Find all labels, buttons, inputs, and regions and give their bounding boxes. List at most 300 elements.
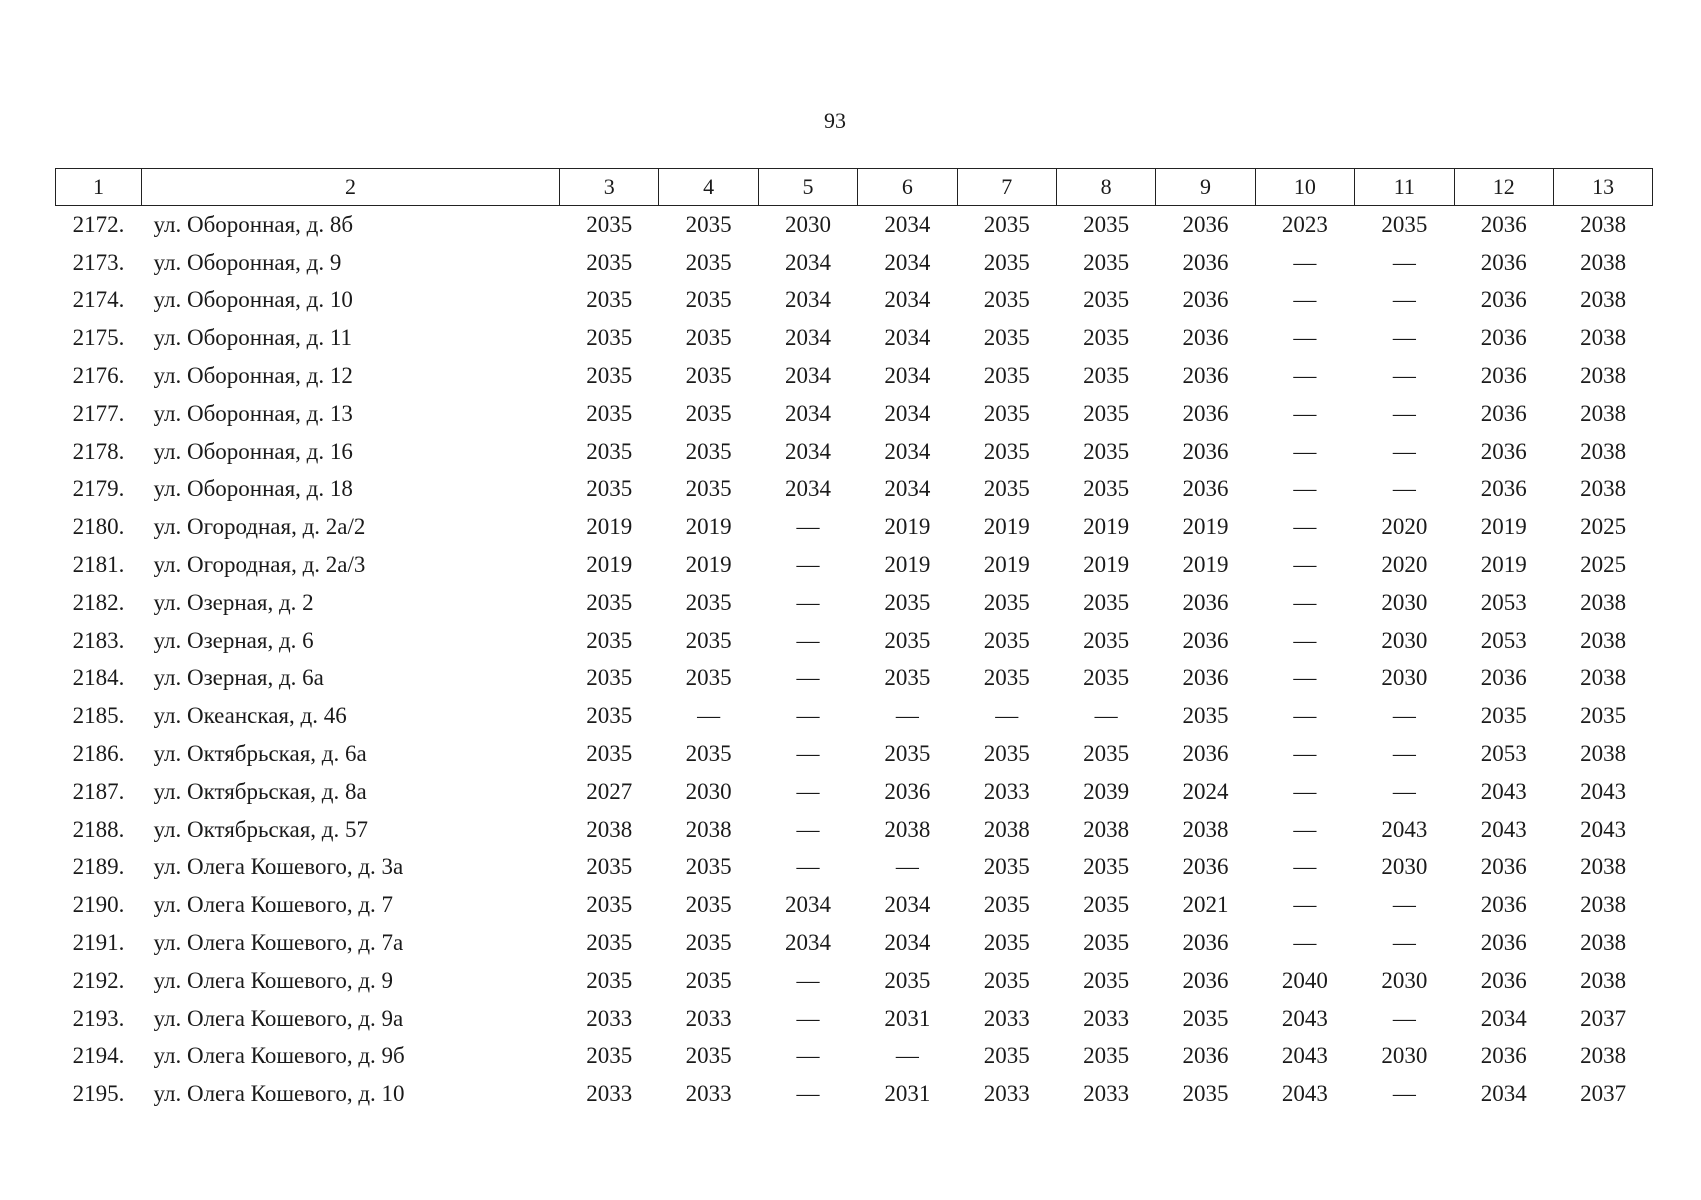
table-row [56,282,1653,320]
cell-col-8: 2035 [1083,325,1130,351]
table-row [56,1038,1653,1076]
row-number: 2176. [72,363,125,389]
cell-col-4: 2035 [685,741,732,767]
cell-col-4: — [697,703,721,729]
row-address: ул. Озерная, д. 6 [153,627,314,653]
cell-col-5: 2030 [784,211,831,237]
cell-col-9: 2038 [1182,816,1229,842]
column-header-2: 2 [142,169,560,206]
cell-col-12: 2036 [1480,249,1527,275]
cell-col-9: 2036 [1182,287,1229,313]
cell-col-7: 2035 [983,665,1030,691]
row-address: ул. Оборонная, д. 8б [153,211,354,237]
row-number: 2179. [72,476,125,502]
table-row [56,886,1653,924]
column-header-7: 7 [957,169,1056,206]
cell-col-8: 2035 [1083,438,1130,464]
row-number: 2182. [72,589,125,615]
cell-col-13: 2038 [1580,438,1627,464]
cell-col-8: 2039 [1083,778,1130,804]
cell-col-6: — [895,703,919,729]
row-number: 2195. [72,1081,125,1107]
cell-col-3: 2035 [586,249,633,275]
column-header-10: 10 [1255,169,1354,206]
cell-col-9: 2035 [1182,703,1229,729]
cell-col-9: 2036 [1182,1043,1229,1069]
table-row [56,584,1653,622]
cell-col-8: 2035 [1083,589,1130,615]
cell-col-3: 2035 [586,438,633,464]
cell-col-11: 2030 [1381,665,1428,691]
cell-col-11: 2030 [1381,627,1428,653]
cell-col-11: — [1392,778,1416,804]
cell-col-6: 2019 [884,552,931,578]
cell-col-10: — [1293,438,1317,464]
cell-col-10: — [1293,816,1317,842]
cell-col-3: 2035 [586,854,633,880]
column-header-8: 8 [1056,169,1155,206]
row-number: 2188. [72,816,125,842]
table-row [56,1075,1653,1113]
cell-col-6: 2036 [884,778,931,804]
cell-col-9: 2024 [1182,778,1229,804]
cell-col-3: 2035 [586,589,633,615]
cell-col-12: 2043 [1480,816,1527,842]
cell-col-8: 2038 [1083,816,1130,842]
cell-col-3: 2035 [586,325,633,351]
cell-col-6: 2031 [884,1081,931,1107]
cell-col-3: 2035 [586,1043,633,1069]
row-number: 2172. [72,211,125,237]
row-address: ул. Октябрьская, д. 8а [153,778,367,804]
cell-col-13: 2038 [1580,211,1627,237]
cell-col-4: 2019 [685,552,732,578]
cell-col-3: 2033 [586,1081,633,1107]
cell-col-5: 2034 [784,287,831,313]
column-header-11: 11 [1355,169,1454,206]
cell-col-7: 2035 [983,589,1030,615]
cell-col-4: 2030 [685,778,732,804]
row-address: ул. Олега Кошевого, д. 3а [153,854,404,880]
cell-col-12: 2036 [1480,211,1527,237]
row-address: ул. Октябрьская, д. 6а [153,741,367,767]
table-row [56,508,1653,546]
cell-col-11: — [1392,892,1416,918]
cell-col-3: 2038 [586,816,633,842]
cell-col-4: 2035 [685,363,732,389]
table-row [56,433,1653,471]
cell-col-13: 2038 [1580,627,1627,653]
cell-col-8: 2035 [1083,854,1130,880]
row-address: ул. Оборонная, д. 11 [153,325,353,351]
page-number: 93 [824,108,846,133]
table-row [56,735,1653,773]
cell-col-11: 2020 [1381,552,1428,578]
cell-col-13: 2038 [1580,892,1627,918]
cell-col-12: 2053 [1480,627,1527,653]
cell-col-10: — [1293,400,1317,426]
cell-col-9: 2036 [1182,741,1229,767]
cell-col-10: 2023 [1281,211,1328,237]
row-number: 2186. [72,741,125,767]
column-header-3: 3 [560,169,659,206]
column-header-9: 9 [1156,169,1255,206]
cell-col-6: 2034 [884,400,931,426]
cell-col-8: 2035 [1083,1043,1130,1069]
row-number: 2180. [72,514,125,540]
row-address: ул. Оборонная, д. 16 [153,438,353,464]
table-header-row [56,169,1653,206]
cell-col-13: 2038 [1580,967,1627,993]
row-number: 2183. [72,627,125,653]
cell-col-10: — [1293,589,1317,615]
cell-col-9: 2036 [1182,211,1229,237]
cell-col-6: 2034 [884,287,931,313]
cell-col-5: — [796,741,820,767]
cell-col-6: 2031 [884,1005,931,1031]
table-row [56,962,1653,1000]
cell-col-12: 2036 [1480,438,1527,464]
cell-col-3: 2035 [586,400,633,426]
cell-col-4: 2035 [685,476,732,502]
cell-col-5: 2034 [784,438,831,464]
cell-col-5: — [796,1081,820,1107]
cell-col-4: 2035 [685,627,732,653]
cell-col-4: 2033 [685,1081,732,1107]
cell-col-6: — [895,1043,919,1069]
cell-col-4: 2035 [685,665,732,691]
cell-col-12: 2036 [1480,1043,1527,1069]
row-number: 2189. [72,854,125,880]
table-row [56,622,1653,660]
cell-col-13: 2037 [1580,1081,1627,1107]
row-number: 2190. [72,892,125,918]
cell-col-11: 2035 [1381,211,1428,237]
cell-col-10: 2043 [1281,1043,1328,1069]
row-address: ул. Оборонная, д. 13 [153,400,353,426]
cell-col-7: 2035 [983,930,1030,956]
cell-col-6: 2035 [884,967,931,993]
cell-col-7: 2035 [983,287,1030,313]
table-row [56,395,1653,433]
cell-col-3: 2035 [586,287,633,313]
cell-col-8: 2035 [1083,363,1130,389]
cell-col-10: — [1293,627,1317,653]
row-number: 2184. [72,665,125,691]
register-table [55,168,1653,1113]
cell-col-13: 2038 [1580,930,1627,956]
cell-col-6: 2019 [884,514,931,540]
cell-col-13: 2038 [1580,400,1627,426]
column-header-5: 5 [758,169,857,206]
cell-col-7: 2035 [983,325,1030,351]
row-address: ул. Озерная, д. 2 [153,589,314,615]
cell-col-12: 2036 [1480,967,1527,993]
cell-col-11: — [1392,703,1416,729]
cell-col-3: 2035 [586,892,633,918]
cell-col-8: 2035 [1083,627,1130,653]
cell-col-11: — [1392,930,1416,956]
cell-col-3: 2035 [586,930,633,956]
row-number: 2173. [72,249,125,275]
cell-col-3: 2027 [586,778,633,804]
row-address: ул. Огородная, д. 2а/2 [153,514,366,540]
cell-col-11: 2043 [1381,816,1428,842]
cell-col-9: 2021 [1182,892,1229,918]
cell-col-5: — [796,816,820,842]
cell-col-4: 2035 [685,400,732,426]
cell-col-12: 2043 [1480,778,1527,804]
cell-col-9: 2036 [1182,249,1229,275]
cell-col-7: 2035 [983,967,1030,993]
cell-col-8: 2035 [1083,741,1130,767]
cell-col-12: 2053 [1480,589,1527,615]
cell-col-7: 2035 [983,211,1030,237]
table-row [56,660,1653,698]
cell-col-12: 2019 [1480,552,1527,578]
cell-col-9: 2036 [1182,967,1229,993]
cell-col-9: 2036 [1182,589,1229,615]
cell-col-5: 2034 [784,325,831,351]
cell-col-4: 2035 [685,1043,732,1069]
cell-col-10: — [1293,552,1317,578]
cell-col-5: 2034 [784,249,831,275]
cell-col-11: 2030 [1381,1043,1428,1069]
cell-col-13: 2025 [1580,514,1627,540]
cell-col-12: 2036 [1480,476,1527,502]
cell-col-6: 2035 [884,741,931,767]
table-row [56,1000,1653,1038]
cell-col-5: — [796,514,820,540]
cell-col-11: — [1392,741,1416,767]
cell-col-4: 2035 [685,589,732,615]
cell-col-12: 2036 [1480,363,1527,389]
cell-col-8: 2033 [1083,1081,1130,1107]
cell-col-12: 2036 [1480,854,1527,880]
cell-col-7: 2019 [983,552,1030,578]
table-row [56,811,1653,849]
cell-col-13: 2037 [1580,1005,1627,1031]
row-address: ул. Олега Кошевого, д. 9 [153,967,394,993]
cell-col-12: 2034 [1480,1081,1527,1107]
column-header-6: 6 [858,169,957,206]
table-row [56,924,1653,962]
cell-col-8: 2035 [1083,892,1130,918]
cell-col-11: — [1392,476,1416,502]
cell-col-8: 2035 [1083,967,1130,993]
cell-col-12: 2035 [1480,703,1527,729]
cell-col-5: — [796,627,820,653]
row-address: ул. Оборонная, д. 9 [153,249,342,275]
cell-col-12: 2036 [1480,400,1527,426]
row-address: ул. Озерная, д. 6а [153,665,324,691]
cell-col-9: 2035 [1182,1005,1229,1031]
cell-col-12: 2036 [1480,665,1527,691]
row-number: 2178. [72,438,125,464]
cell-col-13: 2038 [1580,854,1627,880]
cell-col-5: — [796,778,820,804]
cell-col-11: 2020 [1381,514,1428,540]
cell-col-7: — [995,703,1019,729]
cell-col-6: — [895,854,919,880]
row-address: ул. Оборонная, д. 10 [153,287,353,313]
cell-col-5: 2034 [784,930,831,956]
row-number: 2175. [72,325,125,351]
cell-col-9: 2036 [1182,325,1229,351]
cell-col-10: — [1293,287,1317,313]
cell-col-3: 2035 [586,665,633,691]
cell-col-7: 2035 [983,741,1030,767]
table-row [56,319,1653,357]
cell-col-13: 2038 [1580,1043,1627,1069]
cell-col-11: 2030 [1381,854,1428,880]
cell-col-11: — [1392,438,1416,464]
cell-col-6: 2034 [884,325,931,351]
cell-col-10: — [1293,476,1317,502]
cell-col-9: 2019 [1182,552,1229,578]
cell-col-8: 2035 [1083,249,1130,275]
cell-col-8: — [1094,703,1118,729]
cell-col-7: 2035 [983,1043,1030,1069]
cell-col-7: 2035 [983,400,1030,426]
cell-col-5: — [796,1005,820,1031]
cell-col-7: 2035 [983,438,1030,464]
cell-col-8: 2019 [1083,514,1130,540]
row-address: ул. Оборонная, д. 18 [153,476,353,502]
cell-col-8: 2035 [1083,287,1130,313]
cell-col-10: 2043 [1281,1005,1328,1031]
cell-col-6: 2034 [884,438,931,464]
cell-col-10: — [1293,665,1317,691]
cell-col-13: 2038 [1580,589,1627,615]
table-row [56,244,1653,282]
row-address: ул. Октябрьская, д. 57 [153,816,368,842]
cell-col-6: 2034 [884,930,931,956]
cell-col-5: 2034 [784,400,831,426]
cell-col-13: 2035 [1580,703,1627,729]
cell-col-13: 2038 [1580,476,1627,502]
cell-col-12: 2034 [1480,1005,1527,1031]
row-number: 2181. [72,552,125,578]
cell-col-10: — [1293,741,1317,767]
cell-col-5: — [796,589,820,615]
cell-col-9: 2035 [1182,1081,1229,1107]
cell-col-5: — [796,967,820,993]
cell-col-10: — [1293,249,1317,275]
table-row [56,849,1653,887]
cell-col-8: 2035 [1083,930,1130,956]
cell-col-13: 2038 [1580,741,1627,767]
cell-col-6: 2034 [884,211,931,237]
row-address: ул. Олега Кошевого, д. 9а [153,1005,404,1031]
cell-col-10: — [1293,325,1317,351]
cell-col-3: 2035 [586,476,633,502]
cell-col-5: — [796,703,820,729]
cell-col-4: 2019 [685,514,732,540]
cell-col-7: 2035 [983,627,1030,653]
row-address: ул. Олега Кошевого, д. 7а [153,930,404,956]
row-number: 2177. [72,400,125,426]
cell-col-6: 2034 [884,363,931,389]
cell-col-7: 2035 [983,892,1030,918]
cell-col-12: 2036 [1480,892,1527,918]
cell-col-9: 2036 [1182,363,1229,389]
cell-col-10: 2040 [1281,967,1328,993]
row-number: 2194. [72,1043,125,1069]
table-body [56,206,1653,1114]
cell-col-6: 2034 [884,892,931,918]
cell-col-5: 2034 [784,476,831,502]
cell-col-5: — [796,854,820,880]
cell-col-12: 2036 [1480,287,1527,313]
cell-col-9: 2036 [1182,438,1229,464]
cell-col-8: 2033 [1083,1005,1130,1031]
cell-col-3: 2033 [586,1005,633,1031]
table-row [56,697,1653,735]
cell-col-5: — [796,1043,820,1069]
column-header-13: 13 [1553,169,1652,206]
cell-col-4: 2035 [685,287,732,313]
cell-col-10: — [1293,703,1317,729]
cell-col-13: 2038 [1580,665,1627,691]
cell-col-7: 2033 [983,1005,1030,1031]
cell-col-10: — [1293,778,1317,804]
table-row [56,773,1653,811]
cell-col-5: 2034 [784,892,831,918]
cell-col-9: 2019 [1182,514,1229,540]
cell-col-4: 2038 [685,816,732,842]
row-number: 2174. [72,287,125,313]
column-header-12: 12 [1454,169,1553,206]
cell-col-11: — [1392,1081,1416,1107]
cell-col-8: 2035 [1083,476,1130,502]
cell-col-7: 2019 [983,514,1030,540]
cell-col-3: 2035 [586,741,633,767]
row-address: ул. Оборонная, д. 12 [153,363,353,389]
cell-col-6: 2035 [884,665,931,691]
cell-col-3: 2035 [586,363,633,389]
cell-col-4: 2035 [685,854,732,880]
cell-col-7: 2035 [983,476,1030,502]
cell-col-12: 2053 [1480,741,1527,767]
cell-col-4: 2033 [685,1005,732,1031]
cell-col-12: 2036 [1480,325,1527,351]
cell-col-9: 2036 [1182,627,1229,653]
row-address: ул. Олега Кошевого, д. 7 [153,892,394,918]
cell-col-6: 2034 [884,249,931,275]
cell-col-11: — [1392,1005,1416,1031]
row-address: ул. Огородная, д. 2а/3 [153,552,366,578]
cell-col-3: 2019 [586,552,633,578]
cell-col-12: 2019 [1480,514,1527,540]
cell-col-4: 2035 [685,249,732,275]
cell-col-13: 2025 [1580,552,1627,578]
cell-col-3: 2035 [586,627,633,653]
cell-col-9: 2036 [1182,930,1229,956]
column-header-1: 1 [56,169,142,206]
cell-col-7: 2035 [983,249,1030,275]
cell-col-10: — [1293,854,1317,880]
table-row [56,546,1653,584]
cell-col-3: 2035 [586,967,633,993]
row-number: 2192. [72,967,125,993]
cell-col-13: 2043 [1580,816,1627,842]
cell-col-4: 2035 [685,967,732,993]
cell-col-12: 2036 [1480,930,1527,956]
column-header-4: 4 [659,169,758,206]
cell-col-3: 2019 [586,514,633,540]
cell-col-9: 2036 [1182,400,1229,426]
